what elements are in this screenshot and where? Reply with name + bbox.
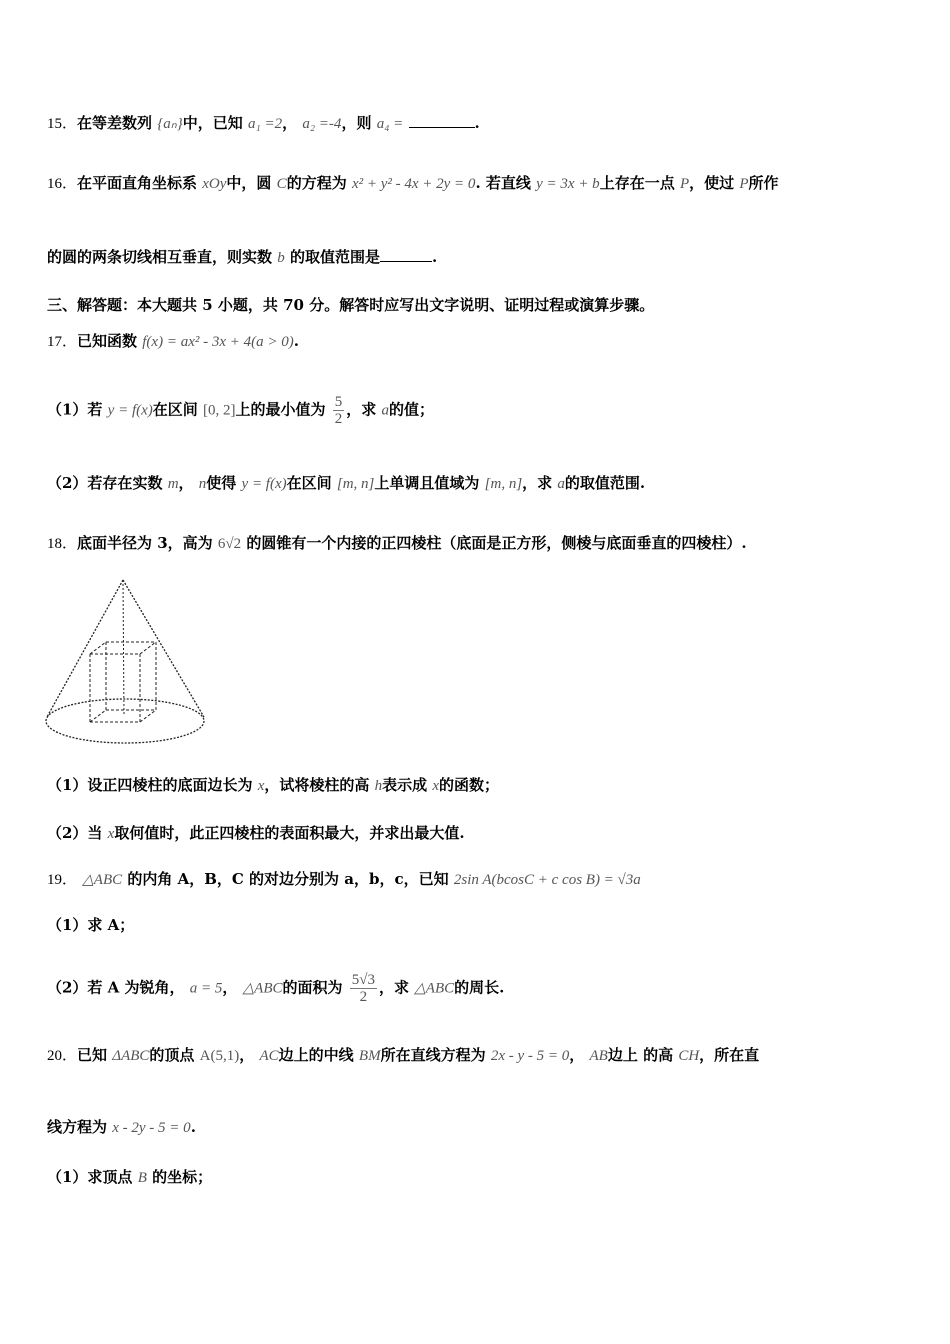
question-20-cont: 线方程为 x - 2y - 5 = 0. — [47, 1118, 196, 1136]
question-18-part-2: （2）当 x取何值时，此正四棱柱的表面积最大，并求出最大值. — [47, 824, 465, 842]
question-19-part-1: （1）求 A； — [47, 916, 135, 934]
question-16-cont: 的圆的两条切线相互垂直，则实数 b 的取值范围是 . — [47, 248, 438, 266]
question-18: 18．底面半径为 3，高为 6√2 的圆锥有一个内接的正四棱柱（底面是正方形，侧棱与底面垂直的四棱柱）. — [47, 534, 747, 552]
q19-equation: 2sin A(bcosC + c cos B) = √3a — [453, 872, 641, 888]
q16-number: 16． — [47, 176, 78, 192]
question-18-part-1: （1）设正四棱柱的底面边长为 x，试将棱柱的高 h表示成 x的函数； — [47, 776, 500, 794]
q19-number: 19． — [47, 872, 78, 888]
question-17: 17．已知函数 f(x) = ax² - 3x + 4(a > 0). — [47, 332, 299, 350]
q20-number: 20． — [47, 1048, 78, 1064]
question-15: 15．在等差数列 {aₙ}中，已知 a₁ =2， a₂ =-4，则 a₄ = . — [47, 114, 480, 132]
question-17-part-1: （1）若 y = f(x)在区间 [0, 2]上的最小值为 $\frac{5}{2}$ ，求 a的值； — [47, 394, 435, 427]
answer-blank — [409, 113, 475, 128]
q15-number: 15． — [47, 116, 78, 132]
answer-blank — [380, 247, 432, 262]
question-19: 19． △ABC 的内角 A，B，C 的对边分别为 a，b，c，已知 2sin A(bcosC + c cos B) = √3a — [47, 870, 641, 888]
fraction: $\frac{5√3}{2}$ — [351, 972, 375, 1005]
q17-function: f(x) = ax² - 3x + 4(a > 0) — [142, 334, 294, 350]
q16-circle-equation: x² + y² - 4x + 2y = 0 — [351, 176, 476, 192]
question-20: 20．已知 ΔABC的顶点 A(5,1)， AC边上的中线 BM所在直线方程为 2x - y - 5 = 0， AB边上 的高 CH，所在直 — [47, 1046, 760, 1064]
q16-line-equation: y = 3x + b — [536, 176, 600, 192]
question-19-part-2: （2）若 A 为锐角， a = 5， △ABC的面积为 $\frac{5√3}{2}$ ，求 △ABC的周长. — [47, 972, 505, 1005]
q15-a4: a₄ = — [376, 116, 404, 132]
q18-height: 6√2 — [217, 536, 242, 552]
fraction: $\frac{5}{2}$ — [334, 394, 343, 427]
q15-a2: a₂ =-4 — [302, 116, 342, 132]
cone-prism-figure — [44, 576, 208, 748]
q15-a1: a₁ =2 — [248, 116, 283, 132]
q18-number: 18． — [47, 536, 78, 552]
section-heading: 三、解答题：本大题共 5 小题，共 70 分。解答时应写出文字说明、证明过程或演算步骤。 — [47, 296, 655, 314]
q17-number: 17． — [47, 334, 78, 350]
q15-sequence: {aₙ} — [157, 116, 183, 132]
question-17-part-2: （2）若存在实数 m， n使得 y = f(x)在区间 [m, n]上单调且值域为 [m, n]，求 a的取值范围. — [47, 474, 646, 492]
question-16: 16．在平面直角坐标系 xOy中，圆 C的方程为 x² + y² - 4x + 2y = 0. 若直线 y = 3x + b上存在一点 P，使过 P所作 — [47, 174, 779, 192]
question-20-part-1: （1）求顶点 B 的坐标； — [47, 1168, 213, 1186]
